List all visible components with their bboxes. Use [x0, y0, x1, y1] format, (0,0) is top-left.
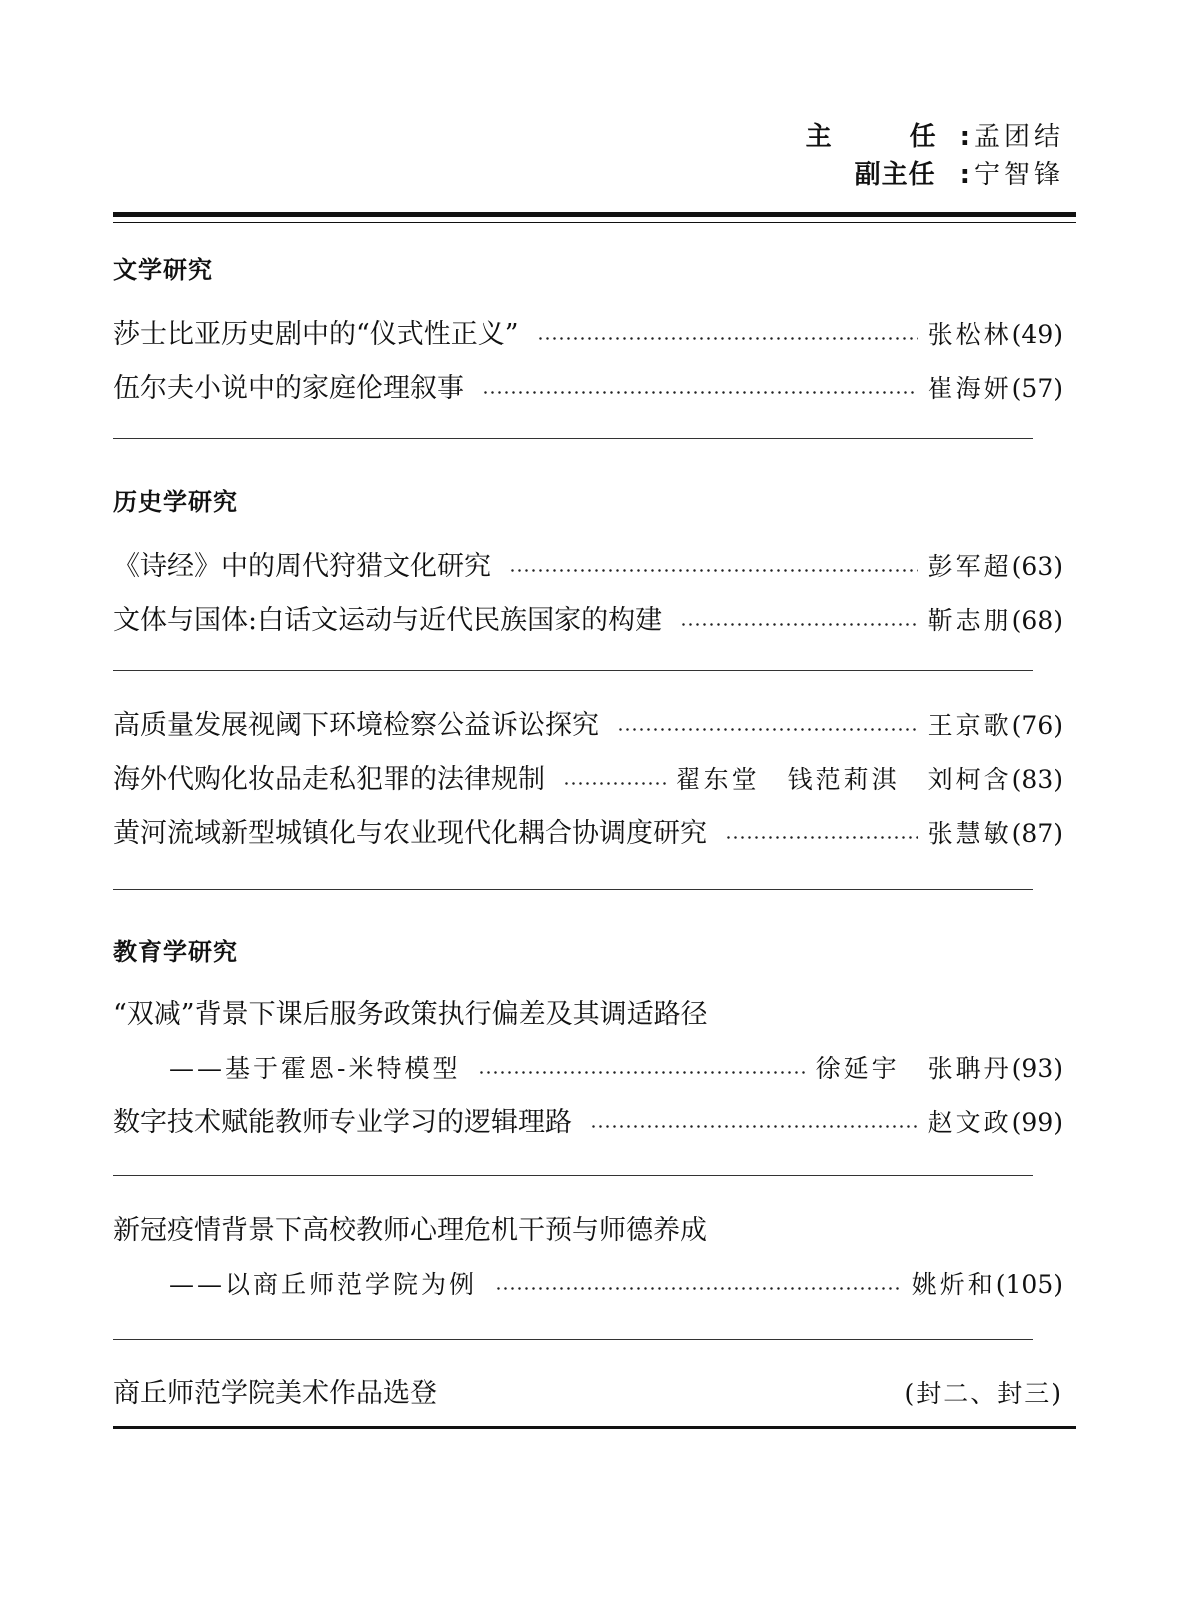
leader-dots — [537, 315, 918, 355]
editors-block — [806, 118, 1064, 194]
entry-authors — [928, 601, 1012, 641]
section-divider — [113, 670, 1033, 671]
toc-entry-subtitle[interactable] — [113, 1265, 1063, 1305]
toc-entry[interactable] — [113, 547, 1063, 587]
toc-entry[interactable] — [113, 1211, 1063, 1251]
entry-title: 商丘师范学院美术作品选登 — [113, 1378, 437, 1409]
entry-title: 文体与国体:白话文运动与近代民族国家的构建 — [113, 605, 663, 636]
toc-entry-subtitle[interactable] — [113, 1049, 1063, 1089]
page-number: (93) — [1011, 1054, 1063, 1083]
entry-authors — [912, 1265, 996, 1305]
author: 徐延宇 — [815, 1054, 900, 1083]
entry-title: 高质量发展视阈下环境检察公益诉讼探究 — [113, 710, 599, 741]
page-number: (63) — [1011, 552, 1063, 581]
header-rule-thick — [113, 212, 1076, 217]
entry-authors — [676, 760, 1012, 800]
toc-entry[interactable] — [113, 369, 1063, 409]
author: 张聃丹 — [927, 1054, 1012, 1083]
page-number: (57) — [1011, 374, 1063, 403]
page-number: (76) — [1011, 711, 1063, 740]
page-number: (68) — [1011, 606, 1063, 635]
section-title: 历史学研究 — [113, 488, 238, 516]
entry-title: 黄河流域新型城镇化与农业现代化耦合协调度研究 — [113, 818, 707, 849]
author: 王京歌 — [927, 711, 1012, 740]
deputy-label: 副主任 — [854, 160, 936, 190]
header-rule-thin — [113, 222, 1076, 223]
entry-subtitle: ——基于霍恩-米特模型 — [169, 1054, 461, 1083]
author: 张松林 — [927, 320, 1012, 349]
author: 刘柯含 — [927, 765, 1012, 794]
toc-entry[interactable] — [113, 1103, 1063, 1143]
leader-dots — [680, 601, 918, 641]
director-label: 主 任 — [805, 122, 962, 152]
author: 钱范莉淇 — [787, 765, 900, 794]
page-number: (49) — [1011, 320, 1063, 349]
leader-dots — [495, 1265, 902, 1305]
toc-entry[interactable] — [113, 1374, 1063, 1414]
leader-dots — [509, 547, 918, 587]
author: 彭军超 — [927, 552, 1012, 581]
page-number: (封二、封三) — [904, 1379, 1063, 1408]
entry-authors — [928, 369, 1012, 409]
entry-title: 《诗经》中的周代狩猎文化研究 — [113, 551, 491, 582]
entry-authors — [928, 814, 1012, 854]
entry-title: “双减”背景下课后服务政策执行偏差及其调适路径 — [113, 999, 708, 1030]
entry-authors — [816, 1049, 1012, 1089]
page-number: (99) — [1011, 1108, 1063, 1137]
deputy-name: 宁智锋 — [973, 160, 1064, 190]
leader-dots — [563, 760, 666, 800]
entry-title: 新冠疫情背景下高校教师心理危机干预与师德养成 — [113, 1215, 707, 1246]
leader-dots — [590, 1103, 918, 1143]
leader-dots — [478, 1049, 805, 1089]
section-art — [113, 1374, 1063, 1414]
page-number: (83) — [1011, 765, 1063, 794]
author: 姚炘和 — [911, 1270, 996, 1299]
deputy-colon: : — [959, 160, 972, 190]
toc-entry[interactable] — [113, 814, 1063, 854]
section-title: 教育学研究 — [113, 938, 238, 966]
leader-dots — [725, 814, 918, 854]
director-colon: : — [959, 122, 972, 152]
author: 翟东堂 — [675, 765, 760, 794]
section-psychology — [113, 1211, 1063, 1305]
section-literature — [113, 253, 1063, 409]
director-row — [806, 118, 1064, 156]
entry-authors — [928, 315, 1012, 355]
toc-entry[interactable] — [113, 315, 1063, 355]
section-divider — [113, 1175, 1033, 1176]
author: 崔海妍 — [927, 374, 1012, 403]
leader-dots — [617, 706, 918, 746]
toc-entry[interactable] — [113, 995, 1063, 1035]
footer-rule — [113, 1426, 1076, 1429]
section-divider — [113, 438, 1033, 439]
section-title: 文学研究 — [113, 256, 213, 284]
entry-subtitle: ——以商丘师范学院为例 — [169, 1270, 478, 1299]
entry-title: 伍尔夫小说中的家庭伦理叙事 — [113, 373, 464, 404]
entry-title: 数字技术赋能教师专业学习的逻辑理路 — [113, 1107, 572, 1138]
entry-authors — [928, 547, 1012, 587]
leader-dots — [482, 369, 918, 409]
entry-authors — [928, 1103, 1012, 1143]
toc-entry[interactable] — [113, 760, 1063, 800]
author: 赵文政 — [927, 1108, 1012, 1137]
author: 靳志朋 — [927, 606, 1012, 635]
entry-title: 莎士比亚历史剧中的“仪式性正义” — [113, 319, 519, 350]
author: 张慧敏 — [927, 819, 1012, 848]
section-education — [113, 935, 1063, 1143]
page-number: (105) — [995, 1270, 1063, 1299]
entry-title: 海外代购化妆品走私犯罪的法律规制 — [113, 764, 545, 795]
section-divider — [113, 1339, 1033, 1340]
deputy-row — [806, 156, 1064, 194]
director-name: 孟团结 — [973, 122, 1064, 152]
entry-authors — [928, 706, 1012, 746]
section-law — [113, 706, 1063, 854]
section-divider — [113, 889, 1033, 890]
section-history — [113, 485, 1063, 641]
toc-entry[interactable] — [113, 601, 1063, 641]
toc-entry[interactable] — [113, 706, 1063, 746]
page-number: (87) — [1011, 819, 1063, 848]
